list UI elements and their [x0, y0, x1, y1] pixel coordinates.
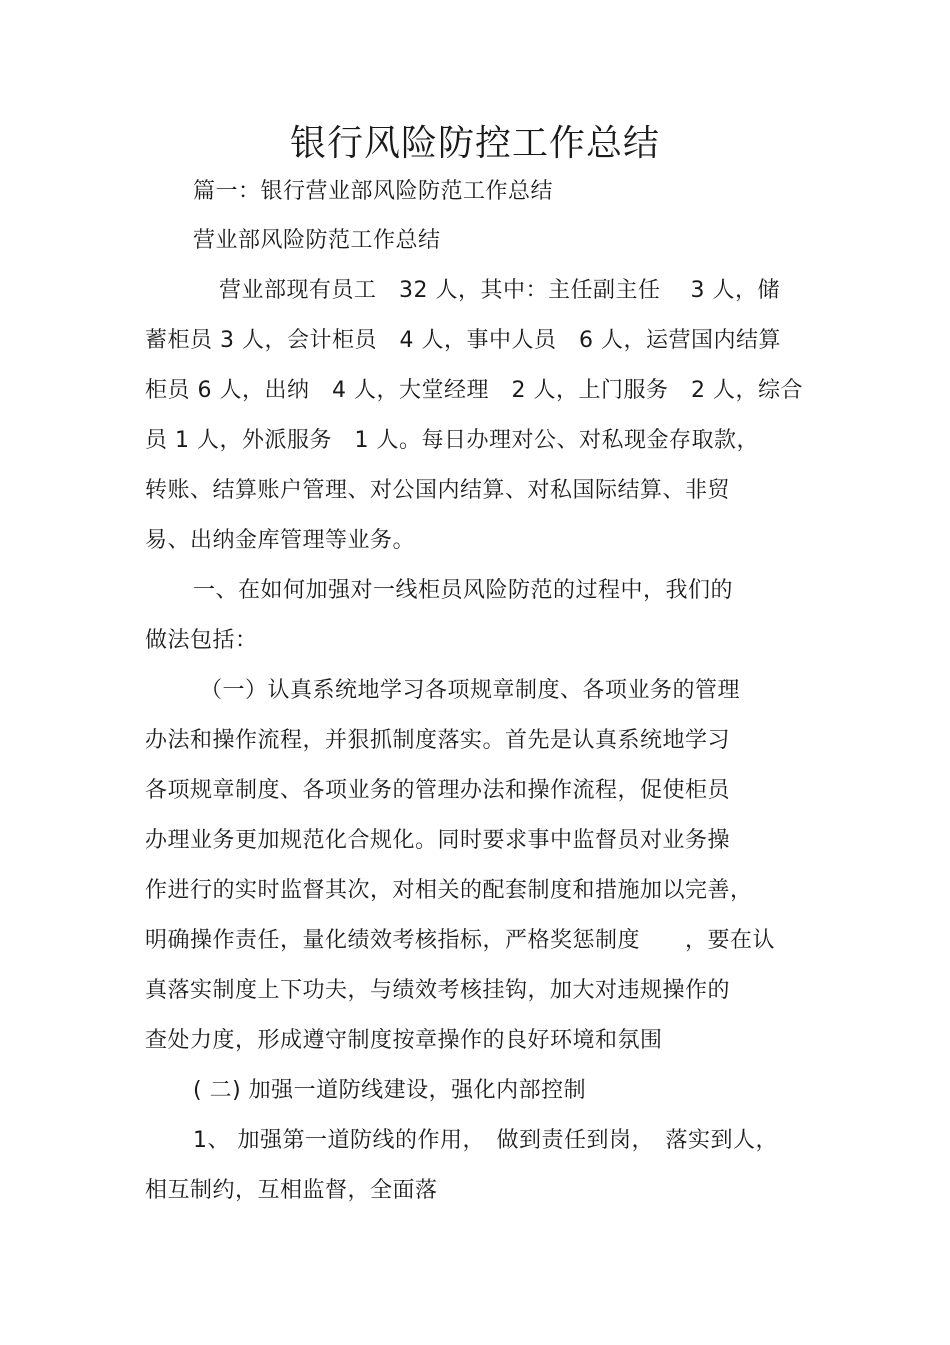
paragraph-line: 柜员 6 人，出纳 4 人，大堂经理 2 人，上门服务 2 人，综合 [145, 378, 803, 403]
document-title: 银行风险防控工作总结 [289, 123, 660, 164]
paragraph-line: 1、 加强第一道防线的作用， 做到责任到岗， 落实到人， [193, 1128, 778, 1153]
paragraph-line: 查处力度，形成遵守制度按章操作的良好环境和氛围 [145, 1028, 663, 1053]
paragraph-line: 蓄柜员 3 人，会计柜员 4 人，事中人员 6 人，运营国内结算 [145, 328, 781, 353]
section-heading: 营业部风险防范工作总结 [193, 228, 441, 253]
paragraph-line: 办理业务更加规范化合规化。同时要求事中监督员对业务操 [145, 828, 731, 853]
paragraph-line: 做法包括： [145, 628, 258, 653]
paragraph-line: 员 1 人，外派服务 1 人。每日办理对公、对私现金存取款， [145, 428, 759, 453]
paragraph-line: ( 二) 加强一道防线建设，强化内部控制 [193, 1078, 587, 1103]
paragraph-line: 易、出纳金库管理等业务。 [145, 528, 416, 553]
paragraph-line: 转账、结算账户管理、对公国内结算、对私国际结算、非贸 [145, 478, 731, 503]
paragraph-line: 真落实制度上下功夫，与绩效考核挂钩，加大对违规操作的 [145, 978, 731, 1003]
subtitle-line: 篇一：银行营业部风险防范工作总结 [193, 179, 554, 204]
paragraph-line: 营业部现有员工 32 人，其中：主任副主任 3 人，储 [219, 278, 780, 303]
paragraph-line: 一、在如何加强对一线柜员风险防范的过程中，我们的 [193, 578, 734, 603]
paragraph-line: 各项规章制度、各项业务的管理办法和操作流程，促使柜员 [145, 778, 731, 803]
paragraph-line: 办法和操作流程，并狠抓制度落实。首先是认真系统地学习 [145, 728, 731, 753]
paragraph-line: （一）认真系统地学习各项规章制度、各项业务的管理 [200, 678, 741, 703]
paragraph-line: 作进行的实时监督其次，对相关的配套制度和措施加以完善， [145, 878, 753, 903]
paragraph-line: 相互制约，互相监督，全面落 [145, 1178, 438, 1203]
paragraph-line: 明确操作责任，量化绩效考核指标，严格奖惩制度 ，要在认 [145, 928, 776, 953]
